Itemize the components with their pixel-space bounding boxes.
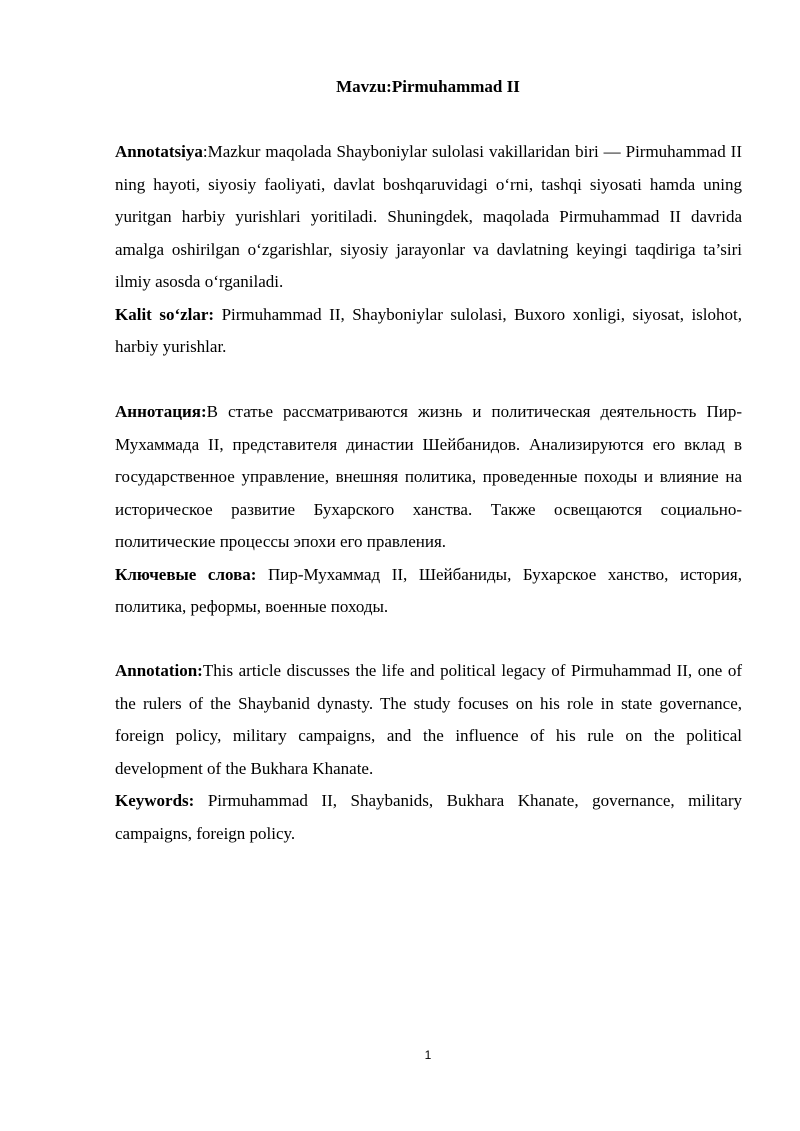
english-abstract-label: Annotation: <box>115 661 203 680</box>
english-abstract-text: This article discusses the life and political legacy of Pirmuhammad II, one of the rulers of the Shaybanid dynasty. The study focuses on his role in state governance, foreign policy, military campaigns, and the influence of his rule on the political development of the Bukhara Khanate. <box>115 661 742 778</box>
russian-keywords-text: Пир-Мухаммад II, Шейбаниды, Бухарское ханство, история, политика, реформы, военные походы. <box>115 564 742 616</box>
russian-keywords-label: Ключевые слова: <box>115 564 257 584</box>
russian-section <box>115 396 742 624</box>
russian-abstract <box>115 396 742 559</box>
uzbek-keywords <box>115 299 742 364</box>
russian-keywords <box>115 559 742 624</box>
english-keywords <box>115 785 742 850</box>
english-section <box>115 655 742 850</box>
page-title: Mavzu:Pirmuhammad II <box>336 77 520 96</box>
english-abstract <box>115 655 742 785</box>
uzbek-keywords-label: Kalit so‘zlar: <box>115 304 215 324</box>
uzbek-abstract-label: Annotatsiya <box>115 142 203 161</box>
uzbek-keywords-text: Pirmuhammad II, Shayboniylar sulolasi, Buxoro xonligi, siyosat, islohot, harbiy yurishlar. <box>115 304 742 356</box>
uzbek-abstract <box>115 136 742 299</box>
russian-abstract-label: Аннотация: <box>115 402 207 421</box>
russian-abstract-text: В статье рассматриваются жизнь и политическая деятельность Пир-Мухаммада II, представителя династии Шейбанидов. Анализируются его вклад в государственное управление, внешняя политика, проведенные походы и влияние на историческое развитие Бухарского ханства. Также освещаются социально-политические процессы эпохи его правления. <box>115 402 742 551</box>
uzbek-section <box>115 136 742 364</box>
uzbek-abstract-text: Mazkur maqolada Shayboniylar sulolasi vakillaridan biri — Pirmuhammad II ning hayoti, siyosiy faoliyati, davlat boshqaruvidagi o‘rni, tashqi siyosati hamda uning yuritgan harbiy yurishlari yoritiladi. Shuningdek, maqolada Pirmuhammad II davrida amalga oshirilgan o‘zgarishlar, siyosiy jarayonlar va davlatning keyingi taqdiriga ta’siri ilmiy asosda o‘rganiladi. <box>115 142 742 291</box>
uzbek-abstract-separator: : <box>202 142 208 161</box>
page-number: 1 <box>424 1048 432 1062</box>
english-keywords-label: Keywords: <box>115 791 195 810</box>
english-keywords-text: Pirmuhammad II, Shaybanids, Bukhara Khanate, governance, military campaigns, foreign policy. <box>115 791 742 843</box>
